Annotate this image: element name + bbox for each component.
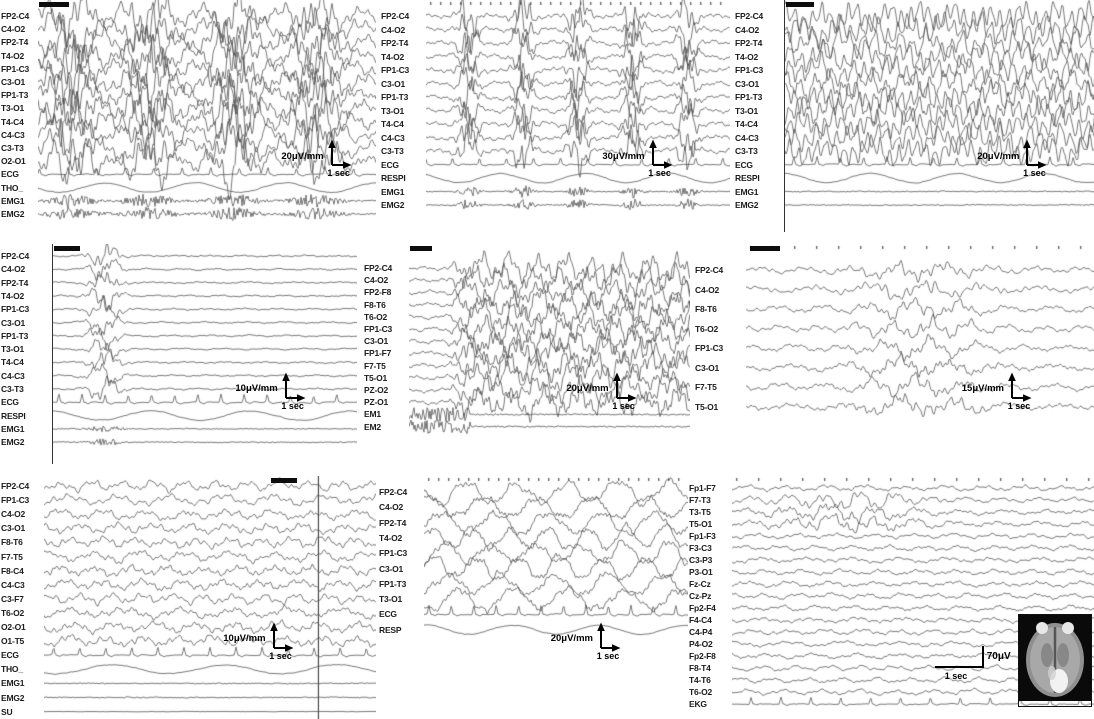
time-scale-label: 1 sec: [612, 400, 635, 411]
scale-axis-arrows-icon: [647, 139, 673, 169]
calibration-bar: [54, 246, 80, 251]
channel-label: T6-O2: [695, 323, 719, 334]
channel-label: C3-O1: [1, 77, 26, 87]
channel-label: ECG: [379, 609, 397, 620]
channel-label: EMG1: [735, 186, 759, 197]
eeg-traces-canvas: [746, 244, 1094, 464]
time-scale-label: 1 sec: [327, 168, 350, 179]
scale-axis-arrows-icon: [611, 372, 637, 402]
channel-label: C4-C3: [381, 132, 405, 143]
channel-label: FP2-C4: [695, 265, 724, 275]
eeg-panel-top-right: [734, 0, 1094, 232]
time-scale-label: 1 sec: [596, 650, 620, 661]
calibration-bar: [39, 2, 69, 7]
channel-label: RESPI: [381, 173, 406, 183]
channel-label: F7-T3: [689, 495, 711, 505]
channel-label: ECG: [1, 397, 19, 408]
channel-label: C4-C3: [1, 579, 25, 590]
channel-label: ECG: [735, 159, 753, 170]
channel-label: FP1-C3: [735, 65, 764, 75]
time-scale-label: 1 sec: [648, 168, 671, 179]
channel-label: ECG: [1, 650, 19, 661]
amplitude-scale-label: 70μV: [986, 651, 1011, 663]
channel-label: FP1-C3: [1, 495, 30, 506]
channel-label: F7-T5: [364, 360, 386, 371]
channel-label: FP1-C3: [1, 304, 30, 315]
channel-label: Fp1-F3: [689, 531, 716, 541]
channel-label: C4-O2: [381, 24, 406, 35]
scale-axis-arrows-icon: [1021, 139, 1047, 169]
channel-label: Fp1-F7: [689, 483, 716, 493]
trace-plot-area: [44, 476, 376, 719]
channel-label: C4-O2: [695, 284, 720, 295]
channel-label: EMG1: [1, 195, 25, 206]
channel-label: C4-O2: [379, 502, 404, 513]
channel-label: C4-C3: [1, 129, 25, 140]
time-scale-label: 1 sec: [944, 671, 968, 682]
scale-annotation: [551, 622, 621, 661]
channel-label: F8-C4: [1, 565, 24, 576]
channel-label: F8-T6: [695, 304, 717, 314]
channel-label: EMG2: [735, 200, 759, 210]
brain-mri-inset: [1019, 615, 1091, 701]
channel-label: THO_: [1, 182, 23, 193]
channel-label: T6-O2: [364, 311, 388, 322]
channel-label: FP2-C4: [735, 11, 764, 21]
channel-label: SU: [1, 706, 13, 717]
channel-label: FP1-C3: [381, 65, 410, 75]
channel-label: EMG2: [1, 692, 25, 703]
mri-inset-frame: [1018, 614, 1092, 707]
channel-label: EM2: [364, 421, 381, 432]
trace-plot-area: [38, 0, 376, 232]
eeg-panel-bottom-right: [688, 476, 1094, 719]
channel-label: FP1-C3: [695, 343, 724, 353]
scale-annotation: [962, 372, 1032, 411]
channel-label: P3-O1: [689, 567, 713, 577]
channel-label: C4-C3: [735, 132, 759, 143]
channel-label: O2-O1: [1, 156, 26, 167]
channel-label: FP2-T4: [735, 38, 763, 48]
time-scale-label: 1 sec: [269, 650, 292, 661]
scale-axis-arrows-icon: [280, 372, 306, 402]
channel-label: C3-O1: [364, 336, 389, 347]
channel-label: T3-O1: [379, 594, 403, 605]
channel-label: C4-P4: [689, 627, 713, 637]
channel-label: T4-C4: [381, 119, 404, 129]
channel-label: FP2-C4: [1, 11, 30, 21]
time-scale-bar: [935, 666, 983, 668]
amplitude-scale-label: 10μV/mm: [223, 633, 266, 645]
channel-label: T6-O2: [689, 687, 713, 697]
channel-label: O2-O1: [1, 622, 26, 632]
trace-plot-area: [409, 244, 690, 464]
channel-label: F8-T6: [364, 299, 386, 310]
channel-label: FP2-T4: [381, 38, 409, 48]
channel-label: FP1-F7: [364, 348, 392, 359]
channel-label: PZ-O1: [364, 397, 389, 408]
scale-annotation: [977, 139, 1047, 178]
channel-label: T4-O2: [1, 290, 25, 301]
channel-label: C3-O1: [381, 78, 406, 89]
time-scale-label: 1 sec: [1007, 400, 1031, 411]
trace-plot-area: [746, 244, 1094, 464]
channel-label: T4-C4: [1, 357, 24, 368]
channel-label: T5-O1: [695, 401, 719, 412]
channel-label: C3-O1: [695, 362, 720, 373]
channel-label: Fp2-F8: [689, 651, 716, 661]
channel-label: FP1-C3: [379, 548, 408, 559]
channel-label: ECG: [381, 159, 399, 170]
channel-label: RESP: [379, 624, 402, 635]
channel-label: T5-O1: [364, 372, 388, 383]
calibration-bar: [750, 246, 780, 251]
channel-label: FP1-C3: [1, 63, 30, 74]
eeg-traces-canvas: [44, 476, 376, 719]
channel-label: RESPI: [1, 410, 26, 421]
channel-label: C3-P3: [689, 555, 713, 565]
channel-label: FP2-T4: [379, 517, 407, 528]
channel-label: Cz-Pz: [689, 591, 712, 601]
channel-label: T5-O1: [689, 519, 713, 529]
channel-label: Fp2-F4: [689, 603, 716, 613]
amplitude-scale-label: 10μV/mm: [235, 383, 278, 395]
channel-label: FP2-C4: [381, 11, 410, 21]
eeg-panel-top-center: [380, 0, 730, 232]
channel-label: FP1-T3: [379, 578, 407, 589]
channel-label: T4-C4: [735, 119, 758, 129]
channel-label: EMG1: [381, 186, 405, 197]
scale-annotation: [566, 372, 636, 411]
channel-label: F7-T5: [695, 382, 717, 392]
calibration-bar: [786, 2, 814, 7]
eeg-traces-canvas: [53, 244, 357, 464]
channel-label: T3-O1: [1, 103, 25, 114]
trace-plot-area: [732, 476, 1094, 719]
calibration-bar: [271, 478, 297, 483]
channel-label: EMG1: [1, 423, 25, 434]
channel-label: Fz-Cz: [689, 579, 711, 589]
channel-label: C3-T3: [735, 146, 758, 156]
channel-label: FP2-C4: [1, 251, 30, 261]
channel-label: RESPI: [735, 173, 760, 183]
trace-plot-area: [52, 244, 357, 464]
amplitude-scale-bar: [982, 646, 984, 668]
channel-label: O1-T5: [1, 636, 25, 647]
channel-label: T6-O2: [1, 607, 25, 618]
trace-plot-area: [784, 0, 1094, 232]
scale-axis-arrows-icon: [268, 622, 294, 652]
channel-label: FP1-T3: [735, 92, 763, 102]
time-scale-label: 1 sec: [1023, 168, 1046, 179]
trace-plot-area: [424, 476, 688, 719]
eeg-panel-middle-center: [363, 244, 690, 464]
channel-label: FP1-T3: [1, 90, 29, 101]
channel-label: T4-O2: [381, 51, 405, 62]
channel-label: C4-O2: [1, 264, 26, 275]
time-scale-label: 1 sec: [281, 400, 304, 411]
amplitude-scale-label: 15μV/mm: [961, 383, 1004, 395]
channel-label: C3-T3: [1, 143, 24, 153]
channel-label: T4-O2: [379, 532, 403, 543]
channel-label: FP2-T4: [1, 277, 29, 288]
channel-label: EMG2: [1, 209, 25, 219]
scale-axis-arrows-icon: [595, 622, 621, 652]
channel-label: T3-O1: [735, 105, 759, 116]
channel-label: C4-O2: [1, 509, 26, 520]
channel-label: F7-T5: [1, 551, 23, 562]
channel-label: F8-T4: [689, 663, 711, 673]
channel-label: FP1-T3: [381, 92, 409, 102]
channel-label: ECG: [1, 169, 19, 180]
eeg-traces-canvas: [785, 0, 1094, 232]
scale-annotation: [281, 139, 351, 178]
scale-annotation: [602, 139, 672, 178]
channel-label: C4-O2: [1, 24, 26, 35]
channel-label: T4-O2: [1, 50, 25, 61]
calibration-bar: [410, 246, 432, 251]
channel-label: C4-O2: [364, 275, 389, 286]
channel-label: FP1-T3: [1, 330, 29, 341]
channel-label: FP1-C3: [364, 324, 393, 334]
channel-label: T4-O2: [735, 51, 759, 62]
amplitude-scale-label: 20μV/mm: [566, 383, 609, 395]
eeg-traces-canvas: [426, 0, 730, 232]
scale-axis-arrows-icon: [326, 139, 352, 169]
channel-label: C3-T3: [381, 146, 404, 156]
channel-label: EKG: [689, 699, 707, 709]
channel-label: F8-T6: [1, 537, 23, 548]
channel-label: C3-T3: [1, 384, 24, 394]
channel-label: T3-T5: [689, 507, 711, 517]
eeg-panel-middle-left: [0, 244, 356, 464]
channel-label: C3-O1: [379, 563, 404, 574]
channel-label: C3-O1: [735, 78, 760, 89]
channel-label: T4-C4: [1, 116, 24, 127]
channel-label: F3-C3: [689, 543, 712, 553]
channel-label: FP2-T4: [1, 37, 29, 48]
channel-label: FP2-C4: [364, 263, 393, 273]
eeg-panel-bottom-center: [378, 476, 688, 719]
amplitude-scale-label: 30μV/mm: [602, 150, 645, 162]
eeg-traces-canvas: [38, 0, 376, 232]
eeg-traces-canvas: [424, 476, 688, 719]
channel-label: C4-O2: [735, 24, 760, 35]
channel-label: C4-C3: [1, 370, 25, 381]
channel-label: F4-C4: [689, 615, 712, 625]
amplitude-scale-label: 20μV/mm: [281, 150, 324, 162]
channel-label: T4-T6: [689, 675, 711, 685]
trace-plot-area: [426, 0, 730, 232]
channel-label: EMG2: [381, 200, 405, 210]
channel-label: C3-F7: [1, 593, 24, 604]
channel-label: P4-O2: [689, 639, 713, 649]
channel-label: EM1: [364, 409, 381, 420]
eeg-panel-bottom-left: [0, 476, 376, 719]
channel-label: FP2-F8: [364, 287, 392, 298]
channel-label: EMG1: [1, 678, 25, 689]
channel-label: T3-O1: [381, 105, 405, 116]
channel-label: EMG2: [1, 437, 25, 448]
channel-label: FP2-C4: [1, 481, 30, 491]
channel-label: C3-O1: [1, 317, 26, 328]
eeg-traces-canvas: [409, 244, 690, 464]
channel-label: FP2-C4: [379, 487, 408, 497]
scale-annotation: [223, 622, 293, 661]
scale-annotation: [235, 372, 305, 411]
eeg-panel-top-left: [0, 0, 376, 232]
amplitude-scale-label: 20μV/mm: [550, 633, 593, 645]
amplitude-scale-label: 20μV/mm: [977, 150, 1020, 162]
channel-label: C3-O1: [1, 523, 26, 534]
scale-axis-arrows-icon: [1006, 372, 1032, 402]
channel-label: T3-O1: [1, 344, 25, 355]
channel-label: THO_: [1, 664, 23, 675]
channel-label: PZ-O2: [364, 385, 389, 395]
eeg-panel-middle-right: [694, 244, 1094, 464]
